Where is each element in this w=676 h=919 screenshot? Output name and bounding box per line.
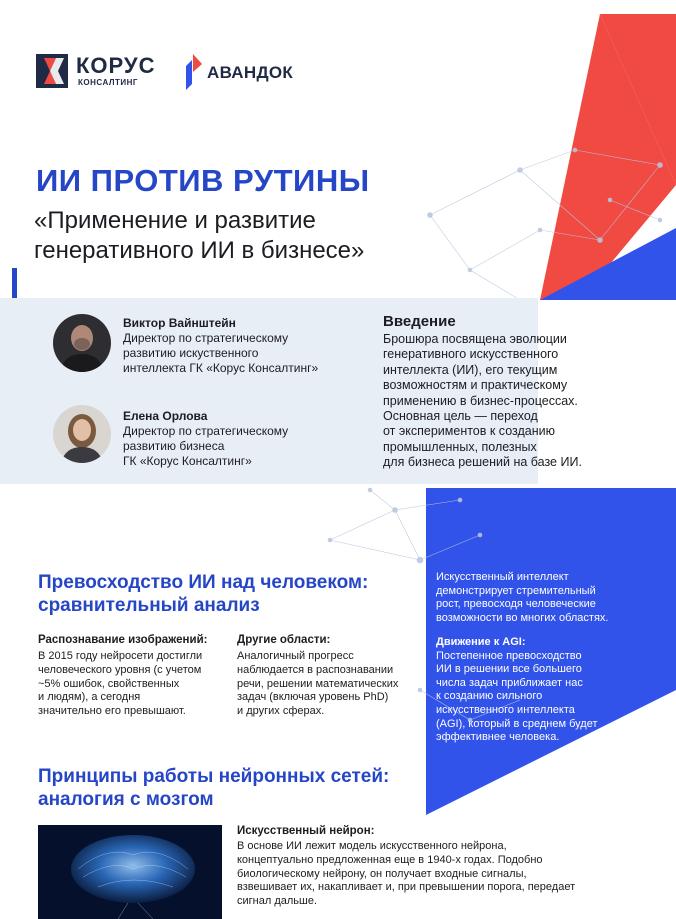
author-name: Елена Орлова [123, 409, 208, 423]
section-heading [38, 571, 368, 617]
panel-line: к созданию сильного [436, 690, 543, 703]
blue-panel-paragraph [436, 571, 646, 625]
neuron-line: концептуально предложенная еще в 1940-х годах. Подобно [237, 853, 543, 866]
author-role [123, 424, 288, 469]
author-role-line: ГК «Корус Консалтинг» [123, 454, 252, 468]
column-line: значительно его превышают. [38, 705, 186, 718]
column-title: Другие области: [237, 634, 331, 646]
intro-line: интеллекта (ИИ), его текущим [383, 362, 558, 377]
column-line: человеческого уровня (с учетом [38, 663, 202, 676]
author-role-line: развитию бизнеса [123, 439, 225, 453]
author-role-line: Директор по стратегическому [123, 424, 289, 438]
korus-logo-icon [36, 54, 68, 88]
avandok-logo-icon [184, 54, 204, 90]
neuron-line: В основе ИИ лежит модель искусственного нейрона, [237, 840, 507, 852]
intro-text [383, 332, 653, 471]
column-line: ~5% ошибок, свойственных [38, 677, 180, 690]
blue-panel-agi [436, 636, 646, 745]
intro-title: Введение [383, 313, 456, 330]
panel-heading: Движение к AGI: [436, 636, 526, 648]
author-name: Виктор Вайнштейн [123, 316, 236, 330]
author-role-line: интеллекта ГК «Корус Консалтинг» [123, 361, 319, 375]
section-heading-line: аналогия с мозгом [38, 789, 214, 810]
intro-line: промышленных, полезных [383, 439, 537, 454]
section-heading-line: Превосходство ИИ над человеком: [38, 572, 369, 593]
neuron-line: взвешивает их, накапливает и, при превышении порога, передает [237, 881, 576, 894]
intro-line: генеративного искусственного [383, 347, 559, 362]
panel-line: эффективнее человека. [436, 731, 560, 744]
column-line: В 2015 году нейросети достигли [38, 650, 203, 662]
korus-logo-name: КОРУС [76, 53, 156, 78]
column-title: Распознавание изображений: [38, 634, 208, 646]
author-avatar [53, 314, 111, 372]
column-line: и других сферах. [237, 705, 325, 718]
band-accent-bar [12, 268, 17, 298]
intro-line: применению в бизнес-процессах. [383, 393, 578, 408]
panel-line: рост, превосходя человеческие [436, 598, 596, 611]
column-line: речи, решении математических [237, 677, 399, 690]
section-heading-line: Принципы работы нейронных сетей: [38, 766, 390, 787]
column-line: наблюдается в распознавании [237, 663, 394, 676]
panel-line: возможности во многих областях. [436, 611, 609, 624]
panel-line: числа задач приближает нас [436, 676, 583, 689]
section-heading [38, 765, 389, 811]
author-role-line: развитию искуственного [123, 346, 259, 360]
intro-line: Брошюра посвящена эволюции [383, 332, 567, 346]
neuron-line: сигнал дальше. [237, 895, 318, 908]
panel-line: Искусственный интеллект [436, 571, 569, 583]
intro-line: возможностям и практическому [383, 378, 568, 393]
neuron-line: биологическому нейрону, он получает входные сигналы, [237, 867, 527, 880]
column-line: Аналогичный прогресс [237, 650, 354, 662]
author-role-line: Директор по стратегическому [123, 331, 289, 345]
author-role [123, 331, 318, 376]
subtitle-line: генеративного ИИ в бизнесе» [34, 237, 365, 264]
intro-line: Основная цель — переход [383, 409, 538, 424]
column-line: и людям), а сегодня [38, 691, 141, 704]
neuron-title: Искусственный нейрон: [237, 825, 375, 837]
page-subtitle [34, 206, 454, 266]
panel-line: демонстрирует стремительный [436, 584, 596, 597]
page-title: ИИ ПРОТИВ РУТИНЫ [36, 163, 370, 198]
neuron-block [237, 825, 657, 909]
brain-image [38, 825, 222, 919]
panel-line: искусственного интеллекта [436, 703, 575, 716]
avandok-logo-name: АВАНДОК [207, 63, 294, 82]
author-avatar [53, 405, 111, 463]
subtitle-line: «Применение и развитие [34, 207, 316, 234]
comparison-column-other [237, 634, 427, 719]
panel-line: ИИ в решении все большего [436, 663, 582, 676]
panel-line: Постепенное превосходство [436, 649, 582, 662]
korus-logo-subtitle: КОНСАЛТИНГ [78, 78, 138, 87]
intro-line: для бизнеса решений на базе ИИ. [383, 455, 582, 470]
intro-line: от экспериментов к созданию [383, 424, 555, 439]
column-line: задач (включая уровень PhD) [237, 691, 389, 704]
panel-line: (AGI), который в среднем будет [436, 717, 598, 730]
comparison-column-images [38, 634, 228, 719]
section-heading-line: сравнительный анализ [38, 595, 260, 616]
